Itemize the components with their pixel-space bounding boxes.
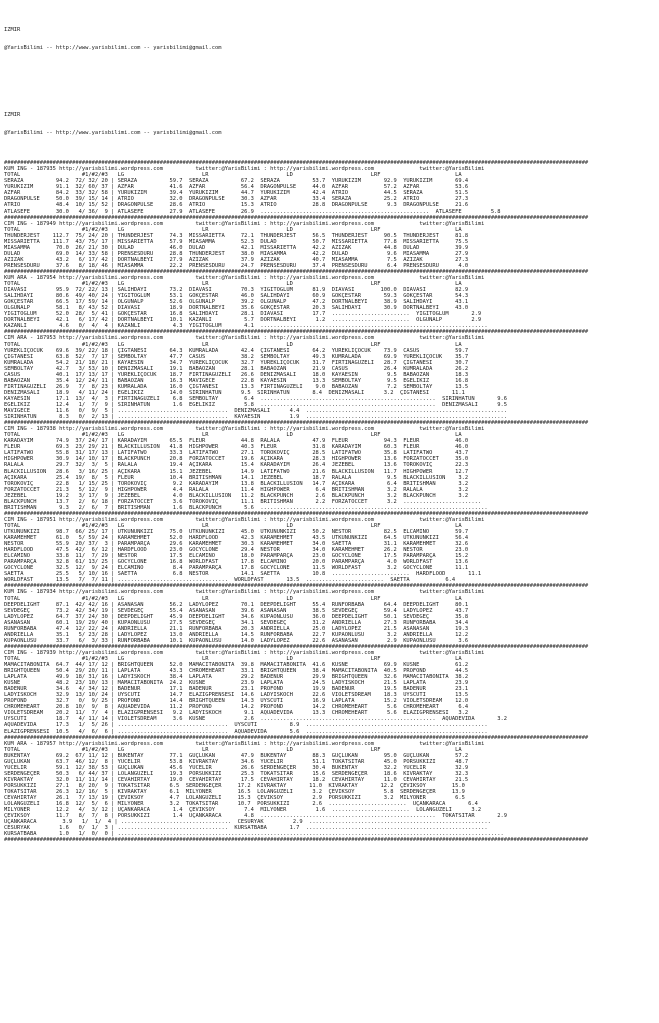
- separator-line: ####################################################################################################################################################################################: [4, 643, 589, 650]
- table-row: ÇEVIKSOY 11.7 8/ 7/ 8 | PORSUKKIZI 1.4 UÇANKARACA 4.8 ...................................................... TOKATSITAR 2.9: [4, 813, 508, 820]
- table-row: MILYONER 12.2 4/ 3/ 12 | UÇANKARACA 1.4 ÇEVIKSOY 7.4 MILYONER 1.6 ........................ LOLANGÜZELI 3.2: [4, 807, 482, 814]
- race-block: [4, 160, 659, 214]
- table-row: SERDENGEÇER 50.3 6/ 44/ 37 | LOLANGÜZELI 19.3 PORSUKKIZI 25.3 TOKATSITAR 15.6 SERDENGEÇER 18.6 KIVRAKTAY 32.3: [4, 770, 469, 777]
- table-row: PROFOND 32.7 0/ 9/ 25 | PROFOND 14.4 BRIGHTQUEEN 14.3 UYSCUTI 16.9 LAPLATA 15.2 VIOLETSDREAM 12.0: [4, 698, 469, 705]
- table-row: FORZATOCCET 21.3 5/ 12/ 9 | HIGHPOWER 4.4 RALALA 11.4 HIGHPOWER 6.4 BRITISHMAN 3.2 RALALA 3.2: [4, 486, 469, 493]
- table-row: SEMBOLTAY 42.7 3/ 53/ 10 | DENIZMASALI 19.1 BABAOZAN 28.1 BABAOZAN 21.9 CASUS 26.4 KUMRALADA 26.2: [4, 365, 469, 372]
- race-list: [4, 160, 659, 843]
- race-header: CIM ARA - 187953 http://yarisbilimi.wordpress.com twitter:@YarisBilimi : http://yarisbilimi.wordpress.com twitter:@YarisBilimi: [4, 335, 485, 342]
- table-row: KARADAYIM 74.9 37/ 24/ 17 | KARADAYIM 65.5 FLEUR 44.8 RALALA 47.9 FLEUR 94.3 FLEUR 46.0: [4, 438, 469, 445]
- separator-line: ####################################################################################################################################################################################: [4, 329, 589, 336]
- table-row: HIGHPOWER 30.9 14/ 10/ 17 | BLACKPUNCH 20.8 FORZATOCCET 19.6 AÇIKARA 28.3 HIGHPOWER 13.6 FORZATOCCET 35.0: [4, 456, 469, 463]
- table-row: KAYAESIN 17.1 13/ 4/ 3 | FIRTINAGÜZELI 6.8 SEMBOLTAY 6.4 ...................................................... SIRINHATUN 9.6: [4, 395, 508, 402]
- race-header: CIM ING - 187938 http://yarisbilimi.wordpress.com twitter:@YarisBilimi : http://yarisbilimi.wordpress.com twitter:@YarisBilimi: [4, 426, 485, 433]
- header-contact: @YarisBilimi -- http://www.yarisbilimi.com -- yarisbilimi@gmail.com: [4, 45, 222, 52]
- race-block: [4, 269, 659, 329]
- race-header: CIM ING - 187949 http://yarisbilimi.wordpress.com twitter:@YarisBilimi : http://yarisbilimi.wordpress.com twitter:@YarisBilimi: [4, 220, 485, 227]
- table-row: NESTOR 55.9 20/ 37/ 3 | PARAMPARÇA 29.6 KARAMEHMET 30.3 KARAMEHMET 34.0 SAETTA 31.1 KARAMEHMET 32.6: [4, 541, 469, 548]
- table-row: LATIFATWO 55.8 31/ 17/ 13 | LATIFATWO 33.3 LATIFATWO 27.1 TOROKOVIÇ 28.5 LATIFATWO 35.8 LATIFATWO 43.7: [4, 450, 469, 457]
- race-block: [4, 329, 659, 420]
- table-row: LAPLATA 49.9 18/ 31/ 16 | LADYISKOCH 38.4 LAPLATA 29.2 BADENUR 29.9 BRIGHTQUEEN 32.6 MAMACITABONITA 38.2: [4, 674, 469, 681]
- spacer: [4, 76, 659, 88]
- column-headers: TOTAL #1/#2/#3 LG LR LD LRF LA: [4, 522, 462, 529]
- table-row: CASUS 40.1 17/ 13/ 17 | YÜREKLIÇOCUK 18.7 FIRTINAGÜZELI 26.6 DENIZMASALI 18.0 KAYAESIN 9.5 BABAOZAN 18.3: [4, 371, 469, 378]
- table-row: KIVRAKTAY 32.0 11/ 11/ 14 | CEVAHIRTAY 19.0 CEVAHIRTAY 17.5 CEVAHIRTAY 18.2 CEVAHIRTAY 11.0 CEVAHIRTAY 21.5: [4, 776, 469, 783]
- table-row: MISSARIETTA 111.7 43/ 75/ 17 | MISSARIETTA 57.9 MIASAMMA 52.3 DULAD 50.7 MISSARIETTA 77.8 MISSARIETTA 75.5: [4, 238, 469, 245]
- table-row: BABAOZAN 35.4 12/ 24/ 11 | BABAOZAN 16.3 MAVIGECE 22.8 KAYAESIN 13.3 SEMBOLTAY 9.5 EGELIKIZ 16.8: [4, 377, 469, 384]
- table-row: ATLASEFE 30.0 4/ 36/ 9 | ATLASEFE 27.9 ATLASEFE 26.9 .................................................... ATLASEFE 5.8: [4, 208, 501, 215]
- table-row: PARAMPARÇA 32.8 61/ 13/ 25 | GOCYCLONE 16.8 WORLDFAST 17.8 ELCAMINO 20.0 PARAMPARÇA 4.0 WORLDFAST 13.6: [4, 559, 469, 566]
- table-row: BRIGHTQUEEN 50.4 29/ 20/ 11 | LAPLATA 43.3 CHROMEHEART 33.1 BRIGHTQUEEN 38.4 MAMACITABONITA 40.5 PROFOND 44.5: [4, 668, 469, 675]
- table-row: KÜSNE 48.2 23/ 10/ 13 | MAMACITABONITA 24.2 KÜSNE 23.9 LAPLATA 24.5 LADYISKOCH 21.5 LAPLATA 23.9: [4, 680, 469, 687]
- race-header: KUM ARA - 187957 http://yarisbilimi.wordpress.com twitter:@YarisBilimi : http://yarisbilimi.wordpress.com twitter:@YarisBilimi: [4, 740, 485, 747]
- table-row: LADYISKOCH 32.9 13/ 10/ 24 | UYSCUTI 14.7 ELAZIGPRENSESI 14.6 LADYISKOCH 22.6 VIOLETSDREAM 18.3 UYSCUTI 13.5: [4, 692, 469, 699]
- table-row: AÇIKARA 25.4 19/ 8/ 5 | FLEUR 10.4 BRITISHMAN 14.1 JEZEBEL 18.7 RALALA 9.5 BLACKILLUSION 3.2: [4, 474, 469, 481]
- table-row: MAVIGECE 11.6 0/ 9/ 5 | .................................. DENIZMASALI 4.4 ..............................................................: [4, 408, 508, 415]
- separator-line: ####################################################################################################################################################################################: [4, 734, 589, 741]
- table-row: DENIZMASALI 18.9 4/ 11/ 24 | EGELIKIZ 14.0 SIRINHATUN 9.5 SIRINHATUN 8.4 DENIZMASALI 3.2 ÇIGTANESI 11.1: [4, 389, 465, 396]
- race-block: [4, 735, 659, 838]
- table-row: CEVAHIRTAY 26.1 7/ 13/ 19 | ÇEVIKSOY 4.7 LOLANGÜZELI 15.3 ÇEVIKSOY 2.9 PORSUKKIZI 3.2 MILYONER 6.5: [4, 795, 465, 802]
- table-row: MIASAMMA 70.0 26/ 21/ 30 | DULAD 46.0 DULAD 42.1 MISSARIETTA 42.2 AZIZAK 44.8 DULAD 39.9: [4, 244, 469, 251]
- table-row: UTKUNUNKIZI 98.7 66/ 25/ 17 | UTKUNUNKIZI 75.0 UTKUNUNKIZI 45.0 UTKUNUNKIZI 50.2 NESTOR 82.5 ELCAMINO 59.7: [4, 528, 469, 535]
- table-row: BÜKENTAY 69.2 67/ 11/ 12 | BÜKENTAY 77.1 GÜÇLÜKAN 47.9 BÜKENTAY 88.3 GÜÇLÜKAN 95.0 GÜÇLÜKAN 57.2: [4, 752, 469, 759]
- separator-line: ####################################################################################################################################################################################: [4, 510, 589, 517]
- second-header: [4, 100, 659, 148]
- table-row: TOKATSITAR 26.3 12/ 16/ 5 | KIVRAKTAY 6.1 MILYONER 16.5 LOLANGÜZELI 3.2 ÇEVIKSOY 5.8 SERDENGEÇER 13.9: [4, 789, 465, 795]
- table-row: LOLANGÜZELI 16.8 12/ 5/ 6 | MILYONER 3.2 TOKATSITAR 10.7 PORSUKKIZI 2.6 ........................ UÇANKARACA 6.4: [4, 801, 478, 808]
- table-row: ELAZIGPRENSESI 10.5 4/ 6/ 6 | .................................. AQUADEVIDA 5.6 ........................................................: [4, 728, 488, 735]
- table-row: BADENUR 34.6 4/ 34/ 12 | BADENUR 17.1 BADENUR 23.1 PROFOND 19.9 BADENUR 19.5 BADENUR 23.1: [4, 686, 469, 693]
- table-row: VIOLETSDREAM 20.2 11/ 7/ 4 | ELAZIGPRENSESI 9.2 LADYISKOCH 9.1 AQUADEVIDA 13.3 CHROMEHEART 5.6 ELAZIGPRENSESI 3.2: [4, 710, 469, 717]
- table-row: RUNFORBABA 47.4 12/ 22/ 24 | ANDRIELLA 21.1 RUNFORBABA 20.3 ANDRIELLA 25.0 LADYLOPEZ 21.5 ASANASAN 19.3: [4, 625, 469, 632]
- table-row: DIAVASI 95.9 72/ 22/ 13 | SALIHDAYI 73.2 DIAVASI 70.3 YIGITOGLUM 81.9 DIAVASI 100.0 DIAVASI 82.9: [4, 287, 469, 294]
- table-row: HARDFLOOD 47.5 42/ 6/ 12 | HARDFLOOD 23.0 GOCYCLONE 29.4 NESTOR 34.0 KARAMEHMET 26.2 NESTOR 23.0: [4, 547, 469, 554]
- race-block: [4, 420, 659, 511]
- header-city: IZMIR: [4, 27, 21, 34]
- race-block: [4, 583, 659, 643]
- table-row: LADYLOPEZ 64.7 37/ 24/ 30 | DEEPDELIGHT 45.9 DEEPDELIGHT 34.6 KUPAONLUSU 36.0 DEEPDELIGHT 50.1 SEVDEGEÇ 35.8: [4, 613, 469, 620]
- table-row: YÜRÜKIZIM 91.1 32/ 60/ 37 | AZFAR 41.6 AZFAR 56.4 DRAGONPULSE 44.0 AZFAR 57.2 AZFAR 53.6: [4, 184, 469, 191]
- separator-line: ####################################################################################################################################################################################: [4, 268, 589, 275]
- race-header: KUM ING - 187934 http://yarisbilimi.wordpress.com twitter:@YarisBilimi : http://yarisbilimi.wordpress.com twitter:@YarisBilimi: [4, 589, 485, 596]
- table-row: BLACKILLUSION 28.6 3/ 16/ 25 | AÇIKARA 15.1 JEZEBEL 14.9 LATIFATWO 21.6 BLACKILLUSION 11.7 HIGHPOWER 12.7: [4, 468, 469, 475]
- table-row: ASANASAN 60.1 19/ 29/ 40 | KUPAONLUSU 27.5 SEVDEGEÇ 34.1 SEVDEGEÇ 31.2 ANDRIELLA 27.3 RUNFORBABA 34.4: [4, 619, 469, 626]
- table-row: GÜÇLÜKAN 63.7 46/ 12/ 8 | YÜCELIR 53.8 KIVRAKTAY 34.6 YÜCELIR 51.1 TOKATSITAR 45.0 PORSUKKIZI 48.7: [4, 758, 469, 765]
- race-block: [4, 215, 659, 269]
- table-row: YÜREKLIÇOCUK 69.6 39/ 22/ 18 | ÇIGTANESI 64.3 KUMRALADA 42.4 ÇIGTANESI 64.2 YÜREKLIÇOCUK 73.9 CASUS 59.7: [4, 347, 469, 354]
- table-row: KARAMEHMET 61.0 5/ 59/ 24 | KARAMEHMET 52.0 HARDFLOOD 42.3 KARAMEHMET 43.5 UTKUNUNKIZI 64.5 UTKUNUNKIZI 56.4: [4, 535, 469, 542]
- race-block: [4, 644, 659, 735]
- table-row: ATRIO 48.4 10/ 15/ 52 | DRAGONPULSE 28.6 ATRIO 15.3 ATRIO 28.8 DRAGONPULSE 9.3 DRAGONPULSE 21.6: [4, 202, 469, 209]
- table-row: OLGUNALP 58.1 8/ 43/ 52 | DIAVASI 18.9 DÖRTNALBEYI 35.6 GÖKÇESTAR 20.3 SALIHDAYI 30.9 DÖRTNALBEYI 43.0: [4, 305, 469, 312]
- table-row: GOCYCLONE 32.5 12/ 9/ 24 | ELCAMINO 8.4 PARAMPARÇA 17.8 GOCYCLONE 11.5 WORLDFAST 3.2 GOCYCLONE 11.1: [4, 565, 469, 572]
- table-row: KÜRSATBABA 1.0 1/ 0/ 0 | .......................................................................................................................: [4, 831, 504, 838]
- table-row: ANDRIELLA 35.1 5/ 23/ 28 | LADYLOPEZ 13.0 ANDRIELLA 14.5 RUNFORBABA 22.7 KUPAONLUSU 3.2 ANDRIELLA 12.2: [4, 631, 469, 638]
- separator-line: ####################################################################################################################################################################################: [4, 837, 589, 844]
- table-row: SIRINHATUN 8.3 0/ 2/ 13 | .................................. KAYAESIN 1.9 ..............................................................: [4, 414, 508, 421]
- table-row: WORLDFAST 13.5 7/ 7/ 11 | .................................. WORLDFAST 13.5 ........................ SAETTA 6.4: [4, 577, 456, 584]
- table-row: DRAGONPULSE 50.0 39/ 15/ 14 | ATRIO 32.0 DRAGONPULSE 30.3 AZFAR 33.4 SERAZA 25.2 ATRIO 27.3: [4, 196, 469, 203]
- column-headers: TOTAL #1/#2/#3 LG LR LD LRF LA: [4, 172, 462, 179]
- column-headers: TOTAL #1/#2/#3 LG LR LD LRF LA: [4, 655, 462, 662]
- column-headers: TOTAL #1/#2/#3 LG LR LD LRF LA: [4, 226, 462, 233]
- table-row: KUPAONLUSU 33.7 6/ 3/ 33 | RUNFORBABA 10.1 KUPAONLUSU 14.0 LADYLOPEZ 22.6 ASANASAN 2.9 KUPAONLUSU 3.6: [4, 637, 469, 644]
- table-row: KAZANLI 4.6 0/ 4/ 4 | KAZANLI 4.3 YIGITOGLUM 4.1 ......................................................................: [4, 323, 488, 330]
- table-row: DEEPDELIGHT 87.1 42/ 42/ 16 | ASANASAN 56.2 LADYLOPEZ 70.1 DEEPDELIGHT 55.4 RUNFORBABA 64.4 DEEPDELIGHT 80.1: [4, 601, 469, 608]
- table-row: PRENSESDURU 37.6 8/ 18/ 46 | MIASAMMA 22.2 PRENSESDURU 24.7 PRENSESDURU 37.4 PRENSESDURU 6.4 PRENSESDURU 4.0: [4, 262, 469, 269]
- table-row: UYSCUTI 18.7 4/ 11/ 14 | VIOLETSDREAM 3.6 KÜSNE 2.6 ...................................................... AQUADEVIDA 3.2: [4, 716, 508, 723]
- table-row: THUNDERJEST 112.7 75/ 24/ 20 | THUNDERJEST 74.3 MISSARIETTA 72.1 THUNDERJEST 56.5 THUNDERJEST 90.5 THUNDERJEST 81.8: [4, 232, 469, 239]
- table-row: AZIZAK 43.2 6/ 17/ 42 | DÖRTNALBEYI 27.9 AZIZAK 37.9 AZIZAK 40.7 MIASAMMA 7.5 AZIZAK 27.3: [4, 256, 469, 263]
- table-row: SALIHDAYI 80.6 49/ 40/ 24 | YIGITOGLUM 53.1 GÖKÇESTAR 46.0 SALIHDAYI 60.9 GÖKÇESTAR 59.3 GÖKÇESTAR 54.3: [4, 293, 469, 300]
- table-row: FLEUR 69.3 23/ 29/ 21 | BLACKILLUSION 41.8 HIGHPOWER 40.3 FLEUR 31.8 KARADAYIM 60.3 FLEUR 46.0: [4, 444, 469, 451]
- race-block: [4, 511, 659, 584]
- table-row: ÇIGTANESI 63.8 52/ 7/ 17 | SEMBOLTAY 47.7 CASUS 38.2 SEMBOLTAY 49.3 KUMRALADA 69.9 YÜREKLIÇOCUK 35.7: [4, 353, 469, 360]
- column-headers: TOTAL #1/#2/#3 LG LR LD LRF LA: [4, 432, 462, 439]
- table-row: BLACKPUNCH 13.7 2/ 6/ 18 | FORZATOCCET 3.6 TOROKOVIÇ 11.1 BRITISHMAN 2.2 FORZATOCCET 3.2 ........................: [4, 498, 482, 505]
- table-row: JEZEBEL 19.2 3/ 17/ 9 | JEZEBEL 4.0 BLACKILLUSION 11.2 BLACKPUNCH 2.6 BLACKPUNCH 3.2 BLACKPUNCH 3.2: [4, 492, 469, 499]
- table-row: TOROKOVIÇ 22.8 1/ 15/ 25 | TOROKOVIÇ 9.2 KARADAYIM 13.8 BLACKILLUSION 14.7 AÇIKARA 6.4 BRITISHMAN 3.2: [4, 480, 469, 487]
- table-row: SAETTA 25.5 5/ 10/ 16 | SAETTA 6.8 NESTOR 14.1 SAETTA 10.8 ........................ HARDFLOOD 11.1: [4, 571, 482, 578]
- table-row: SEVDEGEÇ 73.2 42/ 34/ 19 | SEVDEGEÇ 55.4 ASANASAN 39.6 ASANASAN 38.5 SEVDEGEÇ 59.4 LADYLOPEZ 43.7: [4, 607, 469, 614]
- table-row: SERAZA 94.2 72/ 32/ 20 | SERAZA 59.7 SERAZA 67.2 SERAZA 53.7 YÜRÜKIZIM 92.9 YÜRÜKIZIM 69.4: [4, 178, 469, 185]
- table-row: DÖRTNALBEYI 42.1 6/ 17/ 42 | DÖRTNALBEYI 10.1 KAZANLI 5.7 DÖRTNALBEYI 1.2 ........................ OLGUNALP 2.9: [4, 317, 482, 324]
- table-row: RALALA 29.7 32/ 3/ 5 | RALALA 19.4 AÇIKARA 15.4 KARADAYIM 26.4 JEZEBEL 13.6 TOROKOVIÇ 22.3: [4, 462, 469, 469]
- column-headers: TOTAL #1/#2/#3 LG LR LD LRF LA: [4, 746, 462, 753]
- separator-line: ####################################################################################################################################################################################: [4, 583, 589, 590]
- table-row: PORSUKKIZI 27.1 8/ 20/ 9 | TOKATSITAR 6.5 SERDENGEÇER 17.2 KIVRAKTAY 11.0 KIVRAKTAY 12.2 ÇEVIKSOY 15.0: [4, 782, 465, 789]
- race-header: CIM ING - 187939 http://yarisbilimi.wordpress.com twitter:@YarisBilimi : http://yarisbilimi.wordpress.com twitter:@YarisBilimi: [4, 649, 485, 656]
- table-row: AQUADEVIDA 17.3 1/ 5/ 26 | .................................. UYSCUTI 8.9 ........................................................: [4, 722, 488, 729]
- header-city-2: IZMIR: [4, 111, 21, 118]
- race-header: KUM ARA - 187954 http://yarisbilimi.wordpress.com twitter:@YarisBilimi : http://yarisbilimi.wordpress.com twitter:@YarisBilimi: [4, 275, 485, 282]
- table-row: YÜCELIR 59.1 12/ 38/ 53 | GÜÇLÜKAN 45.6 YÜCELIR 26.6 SERDENGEÇER 30.4 BÜKENTAY 32.2 YÜCELIR 32.9: [4, 764, 469, 771]
- table-row: UÇANKARACA 3.9 1/ 1/ 4 | .................................. CESURYAK 2.9 ........................................................: [4, 819, 491, 826]
- top-header: [4, 15, 659, 63]
- column-headers: TOTAL #1/#2/#3 LG LR LD LRF LA: [4, 341, 462, 348]
- separator-line: ####################################################################################################################################################################################: [4, 160, 589, 167]
- table-row: DULAD 69.0 14/ 33/ 58 | PRENSESDURU 28.8 THUNDERJEST 38.0 MIASAMMA 42.2 DULAD 9.6 MIASAMMA 27.9: [4, 250, 469, 257]
- table-row: AZFAR 84.2 33/ 32/ 58 | YÜRÜKIZIM 39.4 YÜRÜKIZIM 44.7 YÜRÜKIZIM 42.4 ATRIO 44.5 SERAZA 51.5: [4, 190, 469, 197]
- race-header: KUM ING - 187935 http://yarisbilimi.wordpress.com twitter:@YarisBilimi : http://yarisbilimi.wordpress.com twitter:@YarisBilimi: [4, 166, 485, 173]
- table-row: CHROMEHEART 20.8 10/ 9/ 8 | AQUADEVIDA 11.2 PROFOND 14.2 PROFOND 14.2 CHROMEHEART 5.6 CHROMEHEART 6.4: [4, 704, 469, 711]
- table-row: GÖKÇESTAR 66.5 17/ 59/ 14 | OLGUNALP 52.6 OLGUNALP 39.2 OLGUNALP 47.2 DÖRTNALBEYI 38.9 SALIHDAYI 43.1: [4, 299, 469, 306]
- column-headers: TOTAL #1/#2/#3 LG LR LD LRF LA: [4, 281, 462, 288]
- separator-line: ####################################################################################################################################################################################: [4, 214, 589, 221]
- table-row: BRITISHMAN 9.3 2/ 6/ 7 | BRITISHMAN 1.6 BLACKPUNCH 5.6 ......................................................................: [4, 504, 488, 511]
- header-contact-2: @YarisBilimi -- http://www.yarisbilimi.com -- yarisbilimi@gmail.com: [4, 129, 222, 136]
- column-headers: TOTAL #1/#2/#3 LG LR LD LRF LA: [4, 595, 462, 602]
- table-row: ELCAMINO 33.8 11/ 7/ 29 | NESTOR 17.5 ELCAMINO 18.0 PARAMPARÇA 23.0 GOCYCLONE 17.5 PARAMPARÇA 15.2: [4, 553, 469, 560]
- table-row: YIGITOGLUM 52.0 28/ 5/ 41 | GÖKÇESTAR 16.8 SALIHDAYI 28.1 DIAVASI 17.7 ........................ YIGITOGLUM 2.9: [4, 311, 482, 318]
- table-row: EGELIKIZ 12.4 1/ 7/ 9 | SIRINHATUN 1.6 EGELIKIZ 5.8 ...................................................... DENIZMASALI 9.5: [4, 402, 508, 408]
- table-row: CESURYAK 1.6 0/ 1/ 3 | .................................. KÜRSATBABA 1.7 ........................................................: [4, 825, 488, 832]
- table-row: KUMRALADA 54.2 21/ 18/ 21 | KAYAESIN 34.7 YÜREKLIÇOCUK 32.7 YÜREKLIÇOCUK 31.7 FIRTINAGÜZELI 28.7 ÇIGTANESI 30.7: [4, 359, 469, 366]
- table-row: FIRTINAGÜZELI 26.9 7/ 8/ 23 | KUMRALADA 16.0 ÇIGTANESI 13.3 FIRTINAGÜZELI 9.0 BABAOZAN 7.2 SEMBOLTAY 13.5: [4, 383, 469, 390]
- table-row: MAMACITABONITA 64.7 44/ 17/ 12 | BRIGHTQUEEN 52.0 MAMACITABONITA 39.8 MAMACITABONITA 41.6 KÜSNE 69.9 KÜSNE 61.2: [4, 662, 469, 669]
- separator-line: ####################################################################################################################################################################################: [4, 420, 589, 427]
- race-header: CIM ING - 187951 http://yarisbilimi.wordpress.com twitter:@YarisBilimi : http://yarisbilimi.wordpress.com twitter:@YarisBilimi: [4, 516, 485, 523]
